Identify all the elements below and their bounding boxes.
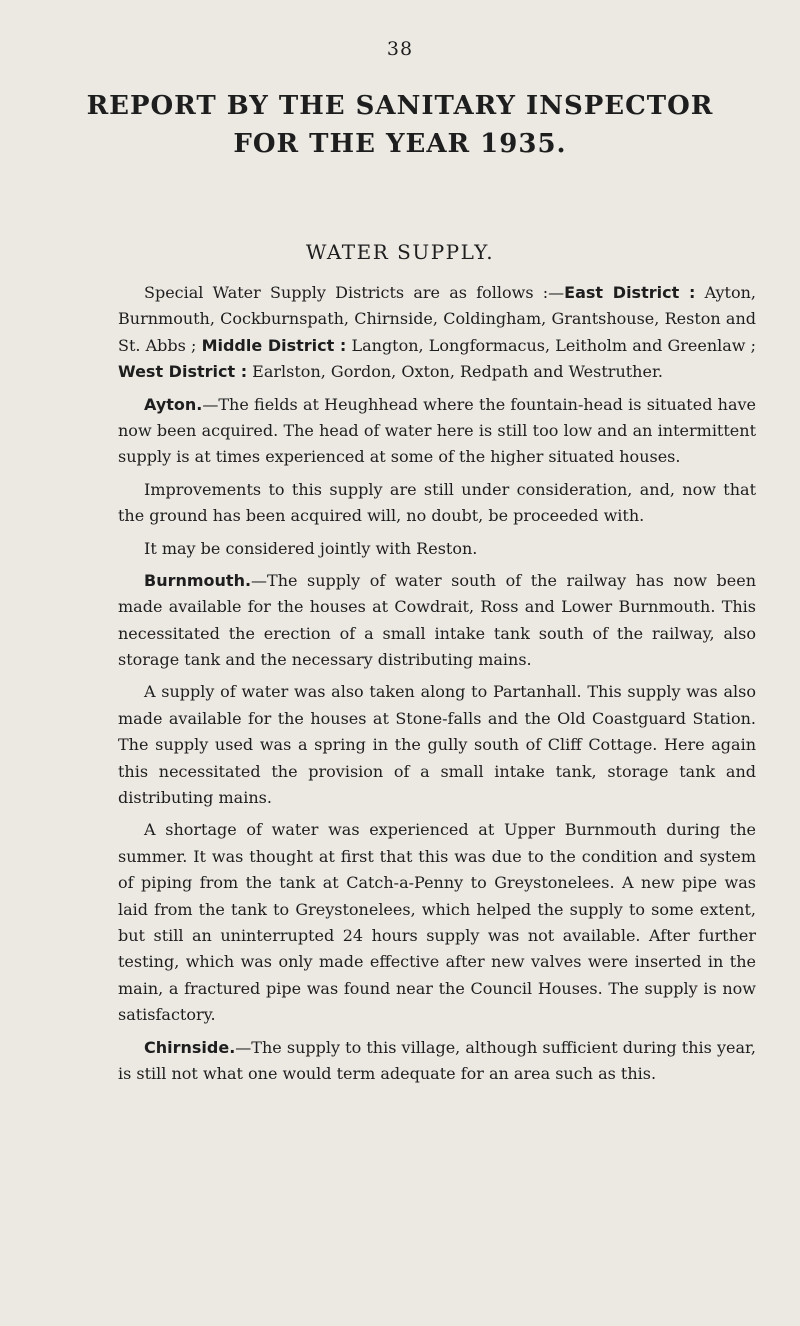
west-district-label: West District : bbox=[118, 362, 248, 382]
report-body bbox=[118, 280, 756, 1093]
report-title-line-1: REPORT BY THE SANITARY INSPECTOR bbox=[86, 91, 714, 121]
paragraph-partanhall: A supply of water was also taken along to Partanhall. This supply was also made available for the houses at Stone-falls and the Old Coastguard Station. The supply used was a spring in the gully south of Cliff Cottage. Here again this necessitated the provision of a small intake tank, storage tank and distributing mains. bbox=[118, 682, 756, 808]
paragraph-burnmouth bbox=[118, 568, 756, 674]
page-number: 38 bbox=[386, 38, 414, 60]
chirnside-lead: Chirnside. bbox=[144, 1037, 236, 1057]
ayton-lead: Ayton. bbox=[144, 394, 203, 414]
section-heading-water-supply: WATER SUPPLY. bbox=[305, 240, 495, 264]
east-district-text: Ayton, Burnmouth, Cockburnspath, Chirnside, Coldingham, Grantshouse, Reston and St. Abbs ; bbox=[118, 283, 756, 355]
burnmouth-lead: Burnmouth. bbox=[144, 570, 252, 590]
chirnside-text: —The supply to this village, although sufficient during this year, is still not what one would term adequate for an area such as this. bbox=[118, 1037, 756, 1083]
paragraph-ayton-improvements: Improvements to this supply are still under consideration, and, now that the ground has been acquired will, no doubt, be proceeded with. bbox=[118, 479, 756, 526]
middle-district-text: Langton, Longformacus, Leitholm and Greenlaw ; bbox=[346, 335, 757, 355]
paragraph-upper-burnmouth: A shortage of water was experienced at Upper Burnmouth during the summer. It was thought at first that this was due to the condition and system of piping from the tank at Catch-a-Penny to Greystonelees. A new pipe was laid from the tank to Greystonelees, which helped the supply to some extent, but still an uninterrupted 24 hours supply was not available. After further testing, which was only made effective after new valves were inserted in the main, a fractured pipe was found near the Council Houses. The supply is now satisfactory. bbox=[118, 820, 756, 1025]
paragraph-ayton-reston: It may be considered jointly with Reston. bbox=[144, 538, 478, 558]
east-district-label: East District : bbox=[564, 283, 696, 302]
report-title bbox=[70, 88, 730, 163]
middle-district-label: Middle District : bbox=[201, 335, 347, 355]
west-district-text: Earlston, Gordon, Oxton, Redpath and Westruther. bbox=[247, 362, 663, 382]
burnmouth-text: —The supply of water south of the railway has now been made available for the houses at Cowdrait, Ross and Lower Burnmouth. This necessitated the erection of a small intake tank south of the railway, also storage tank and the necessary distributing mains. bbox=[118, 570, 756, 670]
paragraph-ayton bbox=[118, 392, 756, 471]
paragraph-chirnside bbox=[118, 1035, 756, 1088]
districts-intro: Special Water Supply Districts are as follows :— bbox=[144, 283, 565, 302]
paragraph-districts bbox=[118, 280, 756, 386]
report-title-line-2: FOR THE YEAR 1935. bbox=[233, 128, 567, 159]
ayton-text: —The fields at Heughhead where the fountain-head is situated have now been acquired. The head of water here is still too low and an intermittent supply is at times experienced at some of the higher situated houses. bbox=[118, 394, 756, 467]
